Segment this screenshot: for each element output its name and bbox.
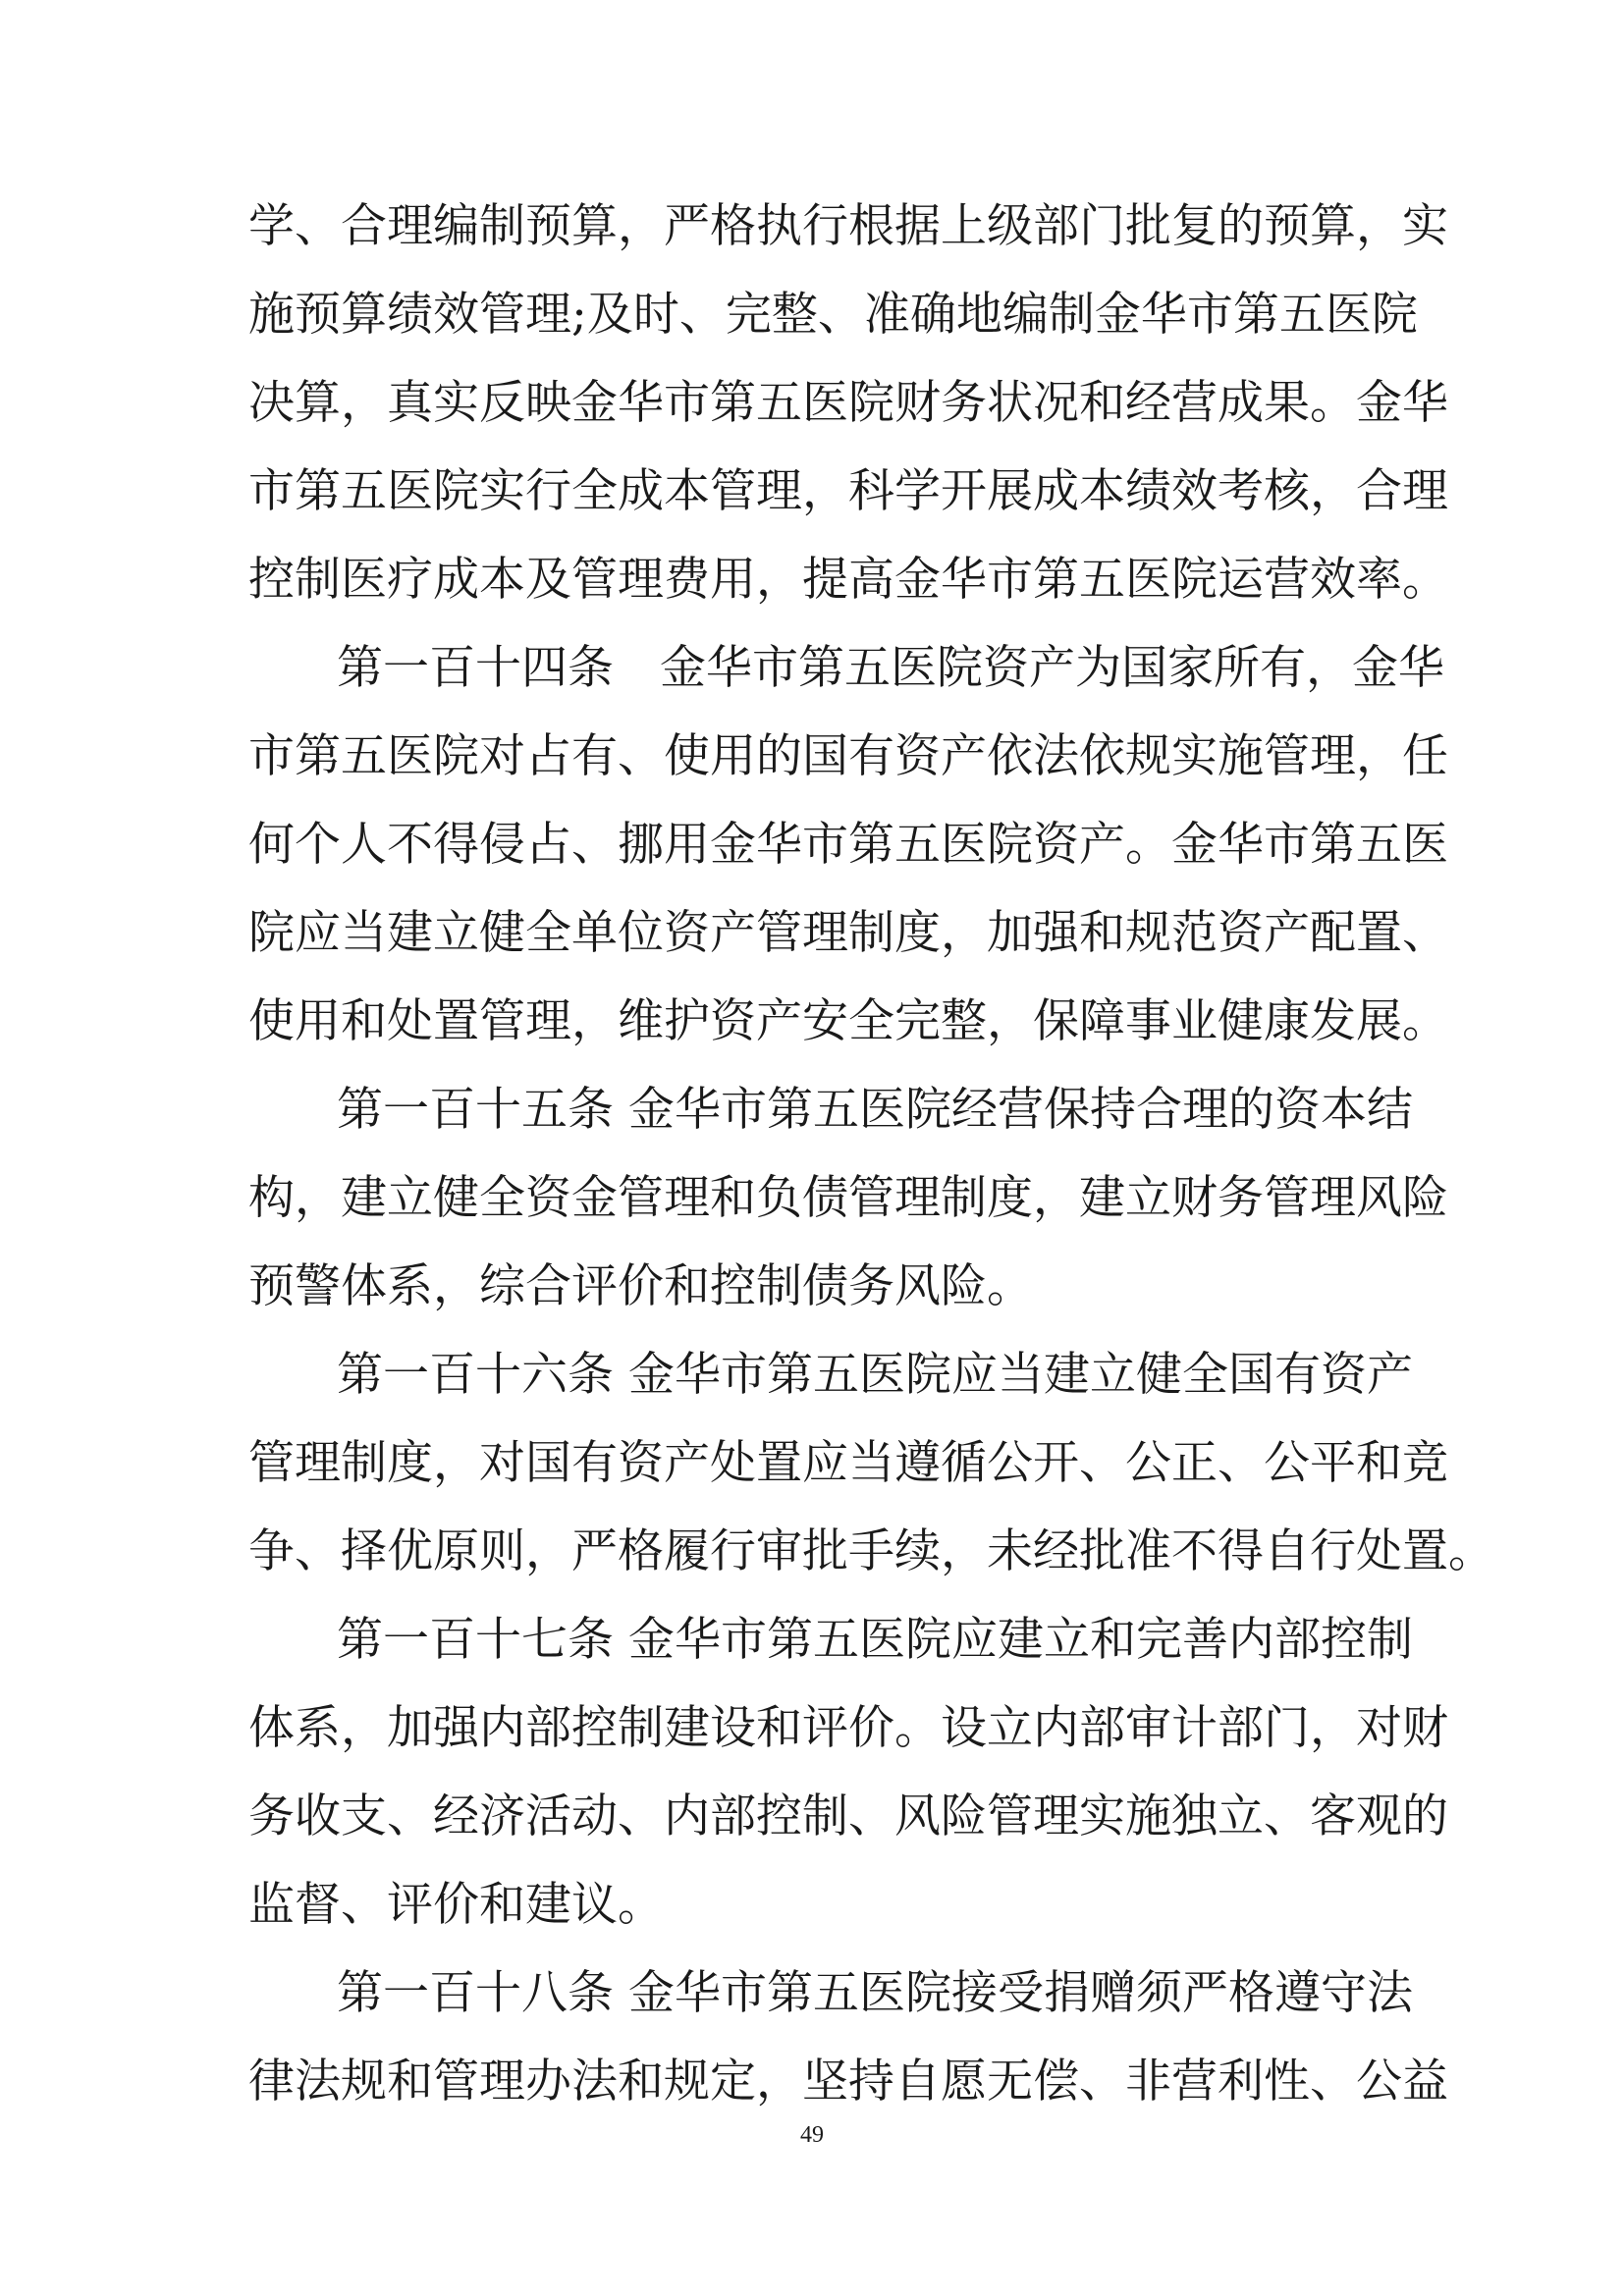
body-text-line: 争、择优原则，严格履行审批手续，未经批准不得自行处置。 bbox=[248, 1524, 1494, 1578]
body-text-line: 使用和处置管理，维护资产安全完整，保障事业健康发展。 bbox=[248, 994, 1448, 1048]
body-text-line: 律法规和管理办法和规定，坚持自愿无偿、非营利性、公益 bbox=[248, 2055, 1448, 2109]
article-118-heading-line: 第一百十八条 金华市第五医院接受捐赠须严格遵守法 bbox=[337, 1966, 1413, 2020]
body-text-line: 市第五医院实行全成本管理，科学开展成本绩效考核，合理 bbox=[248, 464, 1448, 518]
body-text-line: 何个人不得侵占、挪用金华市第五医院资产。金华市第五医 bbox=[248, 818, 1448, 872]
body-text-line: 务收支、经济活动、内部控制、风险管理实施独立、客观的 bbox=[248, 1789, 1448, 1843]
body-text-line: 学、合理编制预算，严格执行根据上级部门批复的预算，实 bbox=[248, 199, 1448, 253]
article-114-heading-line: 第一百十四条 金华市第五医院资产为国家所有，金华 bbox=[337, 641, 1444, 695]
body-text-line: 决算，真实反映金华市第五医院财务状况和经营成果。金华 bbox=[248, 376, 1448, 430]
body-text-line: 体系，加强内部控制建设和评价。设立内部审计部门，对财 bbox=[248, 1701, 1448, 1755]
body-text-line: 院应当建立健全单位资产管理制度，加强和规范资产配置、 bbox=[248, 906, 1448, 960]
body-text-line: 控制医疗成本及管理费用，提高金华市第五医院运营效率。 bbox=[248, 553, 1448, 607]
article-116-heading-line: 第一百十六条 金华市第五医院应当建立健全国有资产 bbox=[337, 1348, 1413, 1402]
article-115-heading-line: 第一百十五条 金华市第五医院经营保持合理的资本结 bbox=[337, 1083, 1413, 1137]
page-number: 49 bbox=[800, 2122, 824, 2148]
body-text-line: 管理制度，对国有资产处置应当遵循公开、公正、公平和竞 bbox=[248, 1436, 1448, 1490]
body-text-line: 预警体系，综合评价和控制债务风险。 bbox=[248, 1259, 1033, 1313]
article-117-heading-line: 第一百十七条 金华市第五医院应建立和完善内部控制 bbox=[337, 1613, 1413, 1667]
body-text-line: 施预算绩效管理;及时、完整、准确地编制金华市第五医院 bbox=[248, 288, 1418, 342]
body-text-line: 构，建立健全资金管理和负债管理制度，建立财务管理风险 bbox=[248, 1171, 1448, 1225]
body-text-line: 市第五医院对占有、使用的国有资产依法依规实施管理，任 bbox=[248, 729, 1448, 783]
body-text-line: 监督、评价和建议。 bbox=[248, 1878, 664, 1932]
